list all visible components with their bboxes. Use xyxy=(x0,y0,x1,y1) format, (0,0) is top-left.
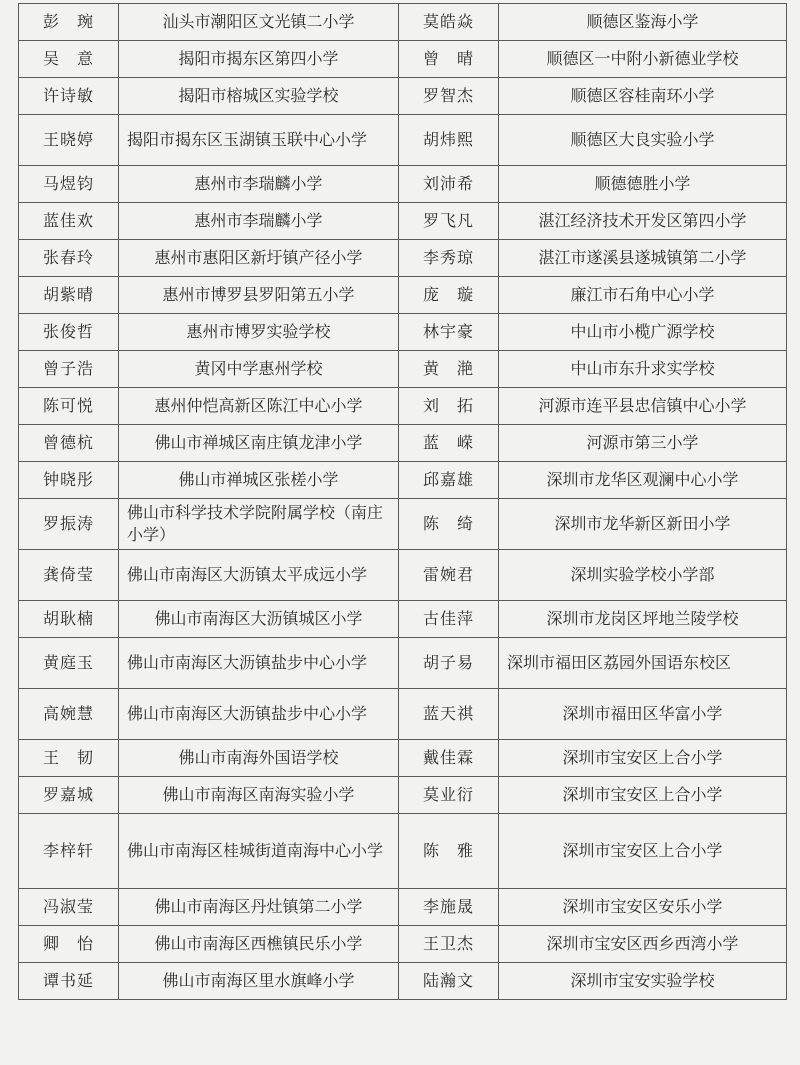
student-name-cell: 陈 雅 xyxy=(399,814,499,889)
school-name-cell: 中山市东升求实学校 xyxy=(499,351,787,388)
table-row xyxy=(19,388,787,425)
school-name-cell: 中山市小榄广源学校 xyxy=(499,314,787,351)
student-name-cell: 李梓轩 xyxy=(19,814,119,889)
school-name-cell: 惠州市惠阳区新圩镇产径小学 xyxy=(119,240,399,277)
school-name-cell: 佛山市南海区南海实验小学 xyxy=(119,777,399,814)
school-name-cell: 深圳市宝安实验学校 xyxy=(499,963,787,1000)
student-name-cell: 胡子易 xyxy=(399,638,499,689)
student-name-cell: 陈 绮 xyxy=(399,499,499,550)
school-name-cell: 黄冈中学惠州学校 xyxy=(119,351,399,388)
table-row xyxy=(19,601,787,638)
school-name-cell: 惠州市博罗实验学校 xyxy=(119,314,399,351)
roster-body xyxy=(19,4,787,1000)
table-row xyxy=(19,638,787,689)
table-row xyxy=(19,814,787,889)
student-name-cell: 卿 怡 xyxy=(19,926,119,963)
school-name-cell: 顺德德胜小学 xyxy=(499,166,787,203)
student-name-cell: 张俊哲 xyxy=(19,314,119,351)
school-name-cell: 深圳市龙华新区新田小学 xyxy=(499,499,787,550)
student-name-cell: 罗嘉城 xyxy=(19,777,119,814)
student-name-cell: 蓝天祺 xyxy=(399,689,499,740)
student-name-cell: 张春玲 xyxy=(19,240,119,277)
table-row xyxy=(19,550,787,601)
school-name-cell: 顺德区容桂南环小学 xyxy=(499,78,787,115)
student-name-cell: 雷婉君 xyxy=(399,550,499,601)
table-row xyxy=(19,689,787,740)
school-name-cell: 深圳市宝安区安乐小学 xyxy=(499,889,787,926)
student-name-cell: 曾子浩 xyxy=(19,351,119,388)
student-name-cell: 刘沛希 xyxy=(399,166,499,203)
table-row xyxy=(19,777,787,814)
school-name-cell: 佛山市南海区大沥镇城区小学 xyxy=(119,601,399,638)
table-row xyxy=(19,314,787,351)
table-row xyxy=(19,740,787,777)
school-name-cell: 佛山市南海区大沥镇盐步中心小学 xyxy=(119,689,399,740)
student-name-cell: 邱嘉雄 xyxy=(399,462,499,499)
school-name-cell: 深圳市龙华区观澜中心小学 xyxy=(499,462,787,499)
student-name-cell: 曾德杭 xyxy=(19,425,119,462)
student-name-cell: 冯淑莹 xyxy=(19,889,119,926)
student-name-cell: 胡耿楠 xyxy=(19,601,119,638)
table-row xyxy=(19,462,787,499)
student-name-cell: 莫业衍 xyxy=(399,777,499,814)
school-name-cell: 揭阳市揭东区第四小学 xyxy=(119,41,399,78)
student-name-cell: 马煜钧 xyxy=(19,166,119,203)
school-name-cell: 河源市第三小学 xyxy=(499,425,787,462)
student-name-cell: 王晓婷 xyxy=(19,115,119,166)
table-row xyxy=(19,499,787,550)
student-name-cell: 黄 滟 xyxy=(399,351,499,388)
student-name-cell: 罗智杰 xyxy=(399,78,499,115)
table-row xyxy=(19,240,787,277)
student-name-cell: 刘 拓 xyxy=(399,388,499,425)
student-name-cell: 谭书延 xyxy=(19,963,119,1000)
school-name-cell: 深圳市宝安区上合小学 xyxy=(499,777,787,814)
table-row xyxy=(19,41,787,78)
school-name-cell: 佛山市南海区西樵镇民乐小学 xyxy=(119,926,399,963)
school-name-cell: 惠州市博罗县罗阳第五小学 xyxy=(119,277,399,314)
table-row xyxy=(19,4,787,41)
student-name-cell: 古佳萍 xyxy=(399,601,499,638)
table-row xyxy=(19,351,787,388)
school-name-cell: 深圳实验学校小学部 xyxy=(499,550,787,601)
student-name-cell: 罗振涛 xyxy=(19,499,119,550)
school-name-cell: 河源市连平县忠信镇中心小学 xyxy=(499,388,787,425)
student-name-cell: 李施晟 xyxy=(399,889,499,926)
student-name-cell: 钟晓彤 xyxy=(19,462,119,499)
school-name-cell: 佛山市禅城区南庄镇龙津小学 xyxy=(119,425,399,462)
student-name-cell: 吴 意 xyxy=(19,41,119,78)
student-name-cell: 彭 琬 xyxy=(19,4,119,41)
student-name-cell: 陆瀚文 xyxy=(399,963,499,1000)
school-name-cell: 顺德区鉴海小学 xyxy=(499,4,787,41)
student-name-cell: 蓝 嵘 xyxy=(399,425,499,462)
table-row xyxy=(19,78,787,115)
school-name-cell: 顺德区一中附小新德业学校 xyxy=(499,41,787,78)
school-name-cell: 深圳市宝安区上合小学 xyxy=(499,740,787,777)
table-row xyxy=(19,115,787,166)
school-name-cell: 湛江经济技术开发区第四小学 xyxy=(499,203,787,240)
school-name-cell: 深圳市宝安区上合小学 xyxy=(499,814,787,889)
student-name-cell: 王 韧 xyxy=(19,740,119,777)
school-name-cell: 深圳市龙岗区坪地兰陵学校 xyxy=(499,601,787,638)
school-name-cell: 佛山市禅城区张槎小学 xyxy=(119,462,399,499)
student-name-cell: 莫皓焱 xyxy=(399,4,499,41)
school-name-cell: 佛山市南海区桂城街道南海中心小学 xyxy=(119,814,399,889)
student-name-cell: 曾 晴 xyxy=(399,41,499,78)
school-name-cell: 顺德区大良实验小学 xyxy=(499,115,787,166)
table-row xyxy=(19,963,787,1000)
student-name-cell: 李秀琼 xyxy=(399,240,499,277)
student-name-cell: 蓝佳欢 xyxy=(19,203,119,240)
school-name-cell: 揭阳市揭东区玉湖镇玉联中心小学 xyxy=(119,115,399,166)
award-roster-table xyxy=(18,3,787,1000)
school-name-cell: 深圳市宝安区西乡西湾小学 xyxy=(499,926,787,963)
school-name-cell: 佛山市南海区大沥镇太平成远小学 xyxy=(119,550,399,601)
school-name-cell: 深圳市福田区荔园外国语东校区 xyxy=(499,638,787,689)
school-name-cell: 揭阳市榕城区实验学校 xyxy=(119,78,399,115)
school-name-cell: 佛山市南海区大沥镇盐步中心小学 xyxy=(119,638,399,689)
school-name-cell: 湛江市遂溪县遂城镇第二小学 xyxy=(499,240,787,277)
student-name-cell: 陈可悦 xyxy=(19,388,119,425)
school-name-cell: 深圳市福田区华富小学 xyxy=(499,689,787,740)
student-name-cell: 王卫杰 xyxy=(399,926,499,963)
table-row xyxy=(19,277,787,314)
table-row xyxy=(19,926,787,963)
school-name-cell: 佛山市科学技术学院附属学校（南庄小学） xyxy=(119,499,399,550)
school-name-cell: 佛山市南海外国语学校 xyxy=(119,740,399,777)
student-name-cell: 胡紫晴 xyxy=(19,277,119,314)
table-row xyxy=(19,203,787,240)
school-name-cell: 廉江市石角中心小学 xyxy=(499,277,787,314)
student-name-cell: 胡炜熙 xyxy=(399,115,499,166)
school-name-cell: 汕头市潮阳区文光镇二小学 xyxy=(119,4,399,41)
school-name-cell: 佛山市南海区里水旗峰小学 xyxy=(119,963,399,1000)
school-name-cell: 佛山市南海区丹灶镇第二小学 xyxy=(119,889,399,926)
student-name-cell: 高婉慧 xyxy=(19,689,119,740)
student-name-cell: 龚倚莹 xyxy=(19,550,119,601)
student-name-cell: 黄庭玉 xyxy=(19,638,119,689)
student-name-cell: 戴佳霖 xyxy=(399,740,499,777)
table-row xyxy=(19,889,787,926)
student-name-cell: 庞 璇 xyxy=(399,277,499,314)
school-name-cell: 惠州市李瑞麟小学 xyxy=(119,166,399,203)
student-name-cell: 罗飞凡 xyxy=(399,203,499,240)
table-row xyxy=(19,425,787,462)
school-name-cell: 惠州市李瑞麟小学 xyxy=(119,203,399,240)
student-name-cell: 许诗敏 xyxy=(19,78,119,115)
school-name-cell: 惠州仲恺高新区陈江中心小学 xyxy=(119,388,399,425)
table-row xyxy=(19,166,787,203)
student-name-cell: 林宇豪 xyxy=(399,314,499,351)
